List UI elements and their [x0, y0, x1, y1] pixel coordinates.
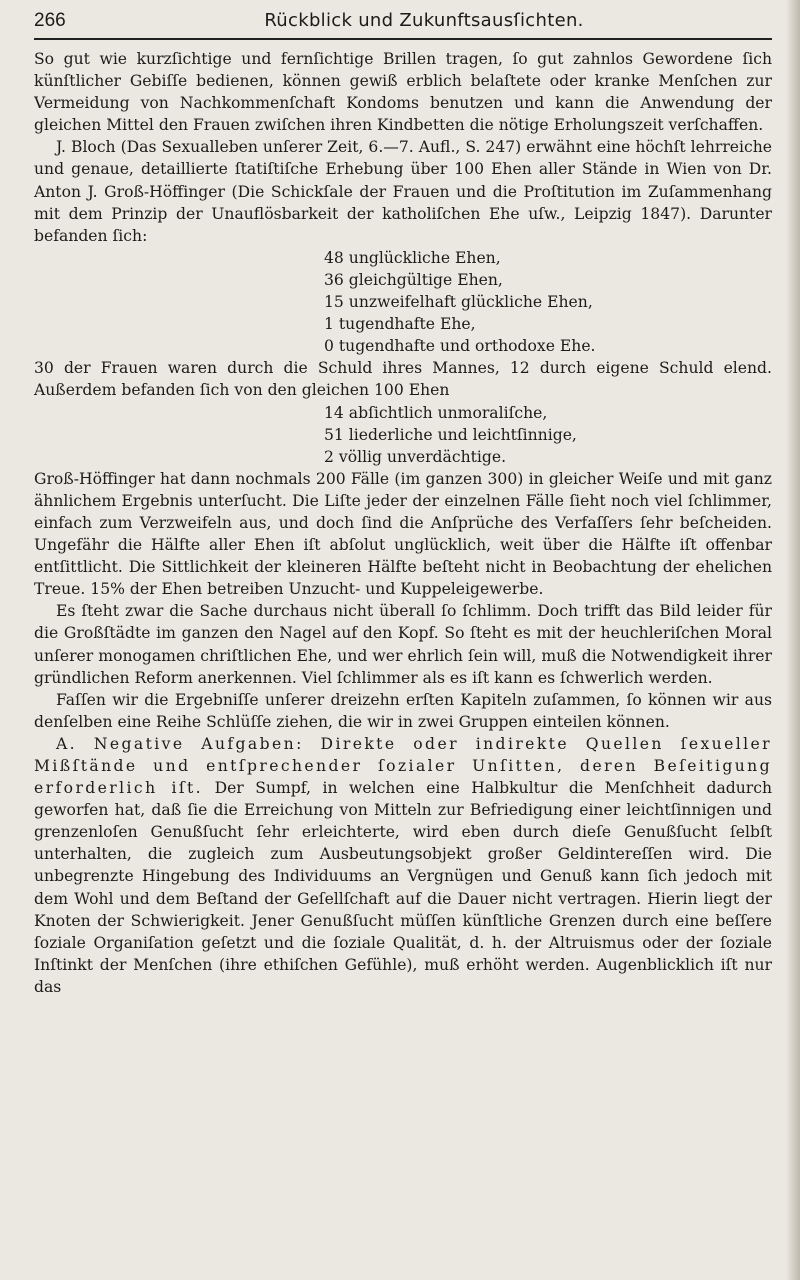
negative-tasks-heading: A. Negative Aufgaben: Direkte oder indirekte Quellen ſexueller Mißſtände und entſprechender ſozialer Unſitten, deren Beſeitigung erforderlich iſt.	[34, 734, 772, 798]
paragraph-7	[34, 733, 772, 998]
morality-statistics-list	[324, 402, 772, 468]
paragraph-5: Es ſteht zwar die Sache durchaus nicht überall ſo ſchlimm. Doch trifft das Bild leider für die Großſtädte im ganzen den Nagel auf den Kopf. So ſteht es mit der heuchleriſchen Moral unſerer monogamen chriſtlichen Ehe, und wer ehrlich ſein will, muß die Notwendigkeit ihrer gründlichen Reform anerkennen. Viel ſchlimmer als es iſt kann es ſchwerlich werden.	[34, 602, 772, 687]
page-header	[34, 0, 766, 40]
page-number: 266	[34, 10, 66, 31]
page-edge-shadow	[786, 0, 800, 1280]
marriage-statistics-list	[324, 247, 772, 357]
list-item: 14 abſichtlich unmoraliſche,	[324, 403, 548, 422]
paragraph-3: 30 der Frauen waren durch die Schuld ihres Mannes, 12 durch eigene Schuld elend. Außerdem befanden ſich von den gleichen 100 Ehen	[34, 359, 772, 400]
list-item: 1 tugendhafte Ehe,	[324, 315, 476, 334]
paragraph-7-text: Der Sumpf, in welchen eine Halbkultur die Menſchheit dadurch geworfen hat, daß ſie die Erreichung von Mitteln zur Befriedigung einer leichtſinnigen und grenzenloſen Genußſucht ſehr erleichterte, wird eben durch dieſe Genußſucht ſelbſt unterhalten, die zugleich zum Ausbeutungsobjekt großer Geldintereſſen wird. Die unbegrenzte Hingebung des Individuums an Vergnügen und Genuß kann ſich jedoch mit dem Wohl und dem Beſtand der Geſellſchaft auf die Dauer nicht vertragen. Hierin liegt der Knoten der Schwierigkeit. Jener Genußſucht müſſen künſtliche Grenzen durch eine beſſere ſoziale Organiſation geſetzt und die ſoziale Qualität, d. h. der Altruismus oder der ſoziale Inſtinkt der Menſchen (ihre ethiſchen Gefühle), muß erhöht werden. Augenblicklich iſt nur das	[34, 779, 772, 996]
paragraph-4: Groß-Höffinger hat dann nochmals 200 Fälle (im ganzen 300) in gleicher Weiſe und mit ganz ähnlichem Ergebnis unterſucht. Die Liſte jeder der einzelnen Fälle ſieht noch viel ſchlimmer, einfach zum Verzweifeln aus, und doch ſind die Anſprüche des Verfaſſers ſehr beſcheiden. Ungefähr die Hälfte aller Ehen iſt abſolut unglücklich, weit über die Hälfte iſt offenbar entſittlicht. Die Sittlichkeit der kleineren Hälfte beſteht nicht in Beobachtung der ehelichen Treue. 15% der Ehen betreiben Unzucht- und Kuppeleigewerbe.	[34, 469, 772, 599]
paragraph-1: So gut wie kurzſichtige und fernſichtige Brillen tragen, ſo gut zahnlos Gewordene ſich künſtlicher Gebiſſe bedienen, können gewiß erblich belaſtete oder kranke Menſchen zur Vermeidung von Nachkommenſchaft Kondoms benutzen und kann die Anwendung der gleichen Mittel den Frauen zwiſchen ihren Kindbetten die nötige Erholungszeit verſchaffen.	[34, 50, 772, 135]
running-title: Rückblick und Zukunftsausſichten.	[264, 10, 584, 31]
list-item: 48 unglückliche Ehen,	[324, 248, 501, 267]
list-item: 51 liederliche und leichtſinnige,	[324, 425, 577, 444]
header-rule	[34, 38, 772, 40]
paragraph-2: J. Bloch (Das Sexualleben unſerer Zeit, 6.—7. Aufl., S. 247) erwähnt eine höchſt lehrreiche und genaue, detaillierte ſtatiſtiſche Erhebung über 100 Ehen aller Stände in Wien von Dr. Anton J. Groß-Höffinger (Die Schickſale der Frauen und die Proſtitution im Zuſammenhang mit dem Prinzip der Unauflösbarkeit der katholiſchen Ehe uſw., Leipzig 1847). Darunter befanden ſich:	[34, 138, 772, 245]
body-text	[34, 48, 772, 998]
list-item: 36 gleichgültige Ehen,	[324, 270, 503, 289]
list-item: 2 völlig unverdächtige.	[324, 447, 507, 466]
list-item: 0 tugendhafte und orthodoxe Ehe.	[324, 337, 596, 356]
list-item: 15 unzweifelhaft glückliche Ehen,	[324, 293, 593, 312]
paragraph-6: Faſſen wir die Ergebniſſe unſerer dreizehn erſten Kapiteln zuſammen, ſo können wir aus denſelben eine Reihe Schlüſſe ziehen, die wir in zwei Gruppen einteilen können.	[34, 690, 772, 731]
